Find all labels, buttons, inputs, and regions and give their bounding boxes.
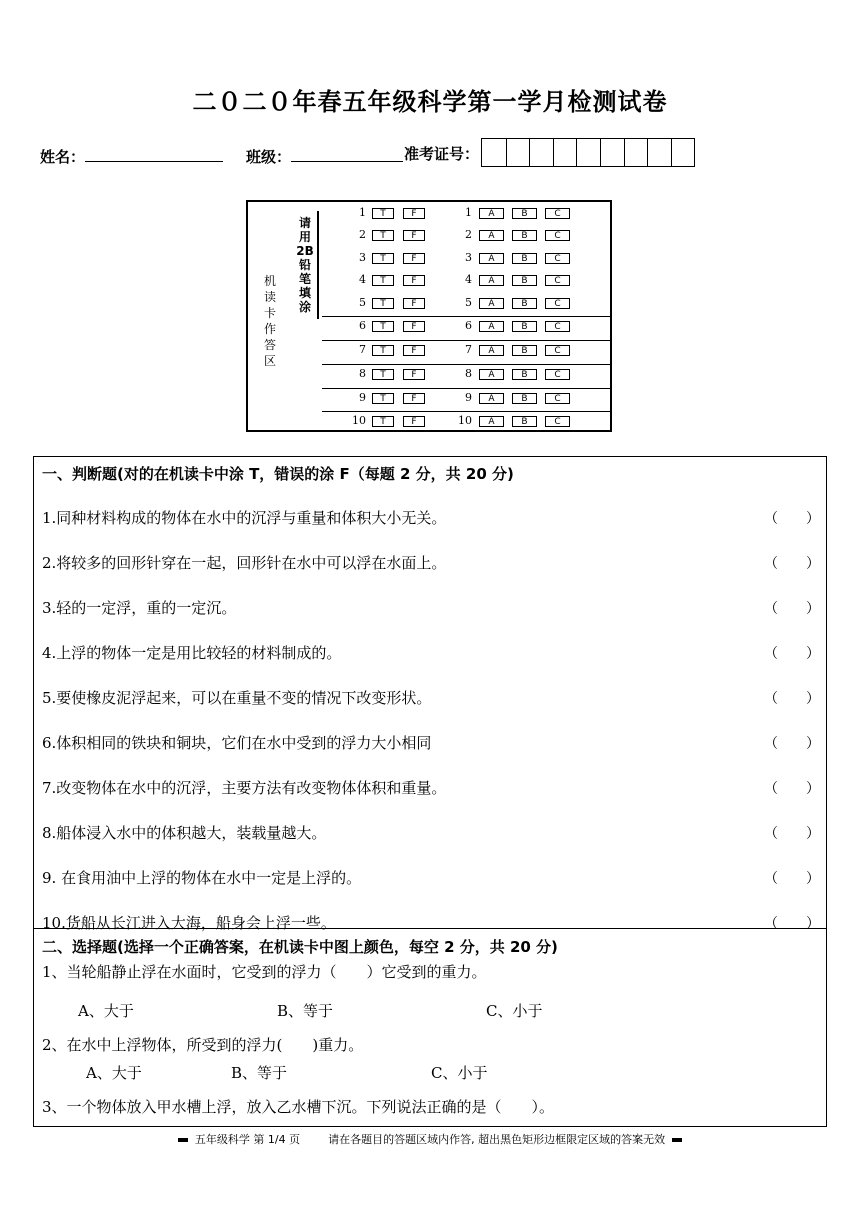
answer-blank[interactable]: （ ） [764,556,820,572]
mc-q1-option-a[interactable]: A、大于 [78,1002,134,1020]
mc-option-b[interactable]: B [512,416,537,427]
mc-option-c[interactable]: C [545,230,570,241]
side-label-char: 卡 [263,306,276,320]
instruction-char: 填 [298,286,311,300]
mc-q1-option-c[interactable]: C、小于 [486,1002,543,1020]
mc-number: 2 [465,228,472,241]
name-label: 姓名： [40,148,86,166]
mc-question-2: 2、在水中上浮物体，所受到的浮力( )重力。 [42,1036,364,1054]
tf-option-f[interactable]: F [403,416,425,427]
tf-option-f[interactable]: F [403,369,425,380]
mc-option-a[interactable]: A [479,253,504,264]
mc-option-c[interactable]: C [545,416,570,427]
tf-question: 10.货船从长江进入大海，船身会上浮一些。 [42,914,336,932]
tf-number: 1 [359,206,366,219]
tf-option-f[interactable]: F [403,321,425,332]
mc-option-a[interactable]: A [479,345,504,356]
instruction-char: 用 [298,230,311,244]
card-row-divider [322,316,610,317]
mc-number: 6 [465,319,472,332]
answer-card-side-label [263,274,277,370]
tf-question: 6.体积相同的铁块和铜块，它们在水中受到的浮力大小相同 [42,734,432,752]
page-footer [0,1131,860,1147]
tf-option-t[interactable]: T [372,393,394,404]
mc-option-a[interactable]: A [479,369,504,380]
mc-option-a[interactable]: A [479,230,504,241]
tf-option-f[interactable]: F [403,253,425,264]
tf-number: 4 [359,273,366,286]
mc-option-a[interactable]: A [479,208,504,219]
tf-option-f[interactable]: F [403,230,425,241]
mc-question-1: 1、当轮船静止浮在水面时，它受到的浮力（ ）它受到的重力。 [42,963,487,981]
tf-number: 10 [352,414,366,427]
tf-number: 9 [359,391,366,404]
tf-number: 7 [359,343,366,356]
mc-number: 9 [465,391,472,404]
section-true-false [33,456,827,932]
mc-option-a[interactable]: A [479,393,504,404]
tf-option-f[interactable]: F [403,275,425,286]
exam-no-label: 准考证号： [404,145,480,163]
mc-option-b[interactable]: B [512,298,537,309]
mc-option-b[interactable]: B [512,253,537,264]
instruction-char: 笔 [298,272,311,286]
mc-option-a[interactable]: A [479,298,504,309]
footer-page: 五年级科学 第 1/4 页 [194,1133,301,1146]
mc-number: 10 [458,414,472,427]
tf-number: 5 [359,296,366,309]
mc-option-c[interactable]: C [545,345,570,356]
tf-option-t[interactable]: T [372,230,394,241]
tf-option-t[interactable]: T [372,253,394,264]
tf-question: 4.上浮的物体一定是用比较轻的材料制成的。 [42,644,342,662]
tf-option-f[interactable]: F [403,345,425,356]
section2-title: 二、选择题(选择一个正确答案，在机读卡中图上颜色，每空 2 分，共 20 分) [42,938,558,956]
name-blank[interactable] [85,143,223,162]
mc-number: 3 [465,251,472,264]
mc-q2-option-a[interactable]: A、大于 [86,1064,142,1082]
footer-notice: 请在各题目的答题区域内作答, 超出黑色矩形边框限定区域的答案无效 [328,1133,666,1146]
answer-blank[interactable]: （ ） [764,871,820,887]
class-blank[interactable] [291,143,403,162]
card-row-divider [322,388,610,389]
answer-blank[interactable]: （ ） [764,736,820,752]
instruction-char: 2B [296,244,314,258]
tf-option-t[interactable]: T [372,369,394,380]
tf-option-f[interactable]: F [403,298,425,309]
tf-option-t[interactable]: T [372,208,394,219]
mc-option-c[interactable]: C [545,208,570,219]
tf-option-t[interactable]: T [372,416,394,427]
mc-option-a[interactable]: A [479,416,504,427]
tf-question: 5.要使橡皮泥浮起来，可以在重量不变的情况下改变形状。 [42,689,432,707]
section-multiple-choice [33,929,827,1127]
tf-question: 2.将较多的回形针穿在一起，回形针在水中可以浮在水面上。 [42,554,447,572]
mc-option-c[interactable]: C [545,298,570,309]
exam-no-boxes[interactable] [481,138,695,167]
mc-option-a[interactable]: A [479,321,504,332]
answer-blank[interactable]: （ ） [764,781,820,797]
instruction-char: 请 [298,216,311,230]
section1-title: 一、判断题(对的在机读卡中涂 T，错误的涂 F（每题 2 分，共 20 分) [42,465,514,483]
mc-option-b[interactable]: B [512,275,537,286]
mc-option-b[interactable]: B [512,208,537,219]
class-label: 班级： [246,148,292,166]
mc-option-b[interactable]: B [512,369,537,380]
mc-number: 4 [465,273,472,286]
class-field[interactable] [246,143,403,167]
tf-option-t[interactable]: T [372,345,394,356]
tf-option-t[interactable]: T [372,275,394,286]
instruction-char: 涂 [298,300,311,314]
tf-option-f[interactable]: F [403,208,425,219]
mc-option-b[interactable]: B [512,345,537,356]
side-label-char: 作 [263,322,276,336]
mc-option-c[interactable]: C [545,369,570,380]
mc-number: 8 [465,367,472,380]
instruction-char: 铅 [298,258,311,272]
page-title: 二０二０年春五年级科学第一学月检测试卷 [192,88,668,116]
mc-question-3: 3、一个物体放入甲水槽上浮，放入乙水槽下沉。下列说法正确的是（ ）。 [42,1098,555,1116]
tf-number: 6 [359,319,366,332]
answer-blank[interactable]: （ ） [764,646,820,662]
tf-option-t[interactable]: T [372,321,394,332]
side-label-char: 机 [263,274,276,288]
tf-question: 7.改变物体在水中的沉浮，主要方法有改变物体体积和重量。 [42,779,447,797]
tf-question: 3.轻的一定浮，重的一定沉。 [42,599,237,617]
mc-q2-option-c[interactable]: C、小于 [431,1064,488,1082]
side-label-char: 答 [263,338,276,352]
mc-option-b[interactable]: B [512,230,537,241]
answer-blank[interactable]: （ ） [764,511,820,527]
answer-blank[interactable]: （ ） [764,826,820,842]
side-label-char: 区 [263,354,276,368]
tf-number: 2 [359,228,366,241]
mc-option-c[interactable]: C [545,253,570,264]
tf-option-t[interactable]: T [372,298,394,309]
mc-option-a[interactable]: A [479,275,504,286]
answer-blank[interactable]: （ ） [764,601,820,617]
tf-question: 1.同种材料构成的物体在水中的沉浮与重量和体积大小无关。 [42,509,447,527]
mc-option-c[interactable]: C [545,393,570,404]
tf-question: 8.船体浸入水中的体积越大，装载量越大。 [42,824,327,842]
mc-option-c[interactable]: C [545,321,570,332]
mc-option-c[interactable]: C [545,275,570,286]
mc-option-b[interactable]: B [512,393,537,404]
mc-number: 5 [465,296,472,309]
mc-q2-option-b[interactable]: B、等于 [231,1064,288,1082]
mc-number: 1 [465,206,472,219]
mc-option-b[interactable]: B [512,321,537,332]
answer-card [246,200,612,432]
answer-blank[interactable]: （ ） [764,691,820,707]
name-field[interactable] [40,143,223,167]
card-row-divider [322,364,610,365]
answer-blank[interactable]: （ ） [764,916,820,932]
mc-q1-option-b[interactable]: B、等于 [277,1002,334,1020]
tf-number: 8 [359,367,366,380]
card-row-divider [322,411,610,412]
tf-option-f[interactable]: F [403,393,425,404]
answer-card-instruction [296,216,314,314]
tf-question: 9. 在食用油中上浮的物体在水中一定是上浮的。 [42,869,362,887]
mc-number: 7 [465,343,472,356]
card-row-divider [322,340,610,341]
tf-number: 3 [359,251,366,264]
side-label-char: 读 [263,290,276,304]
